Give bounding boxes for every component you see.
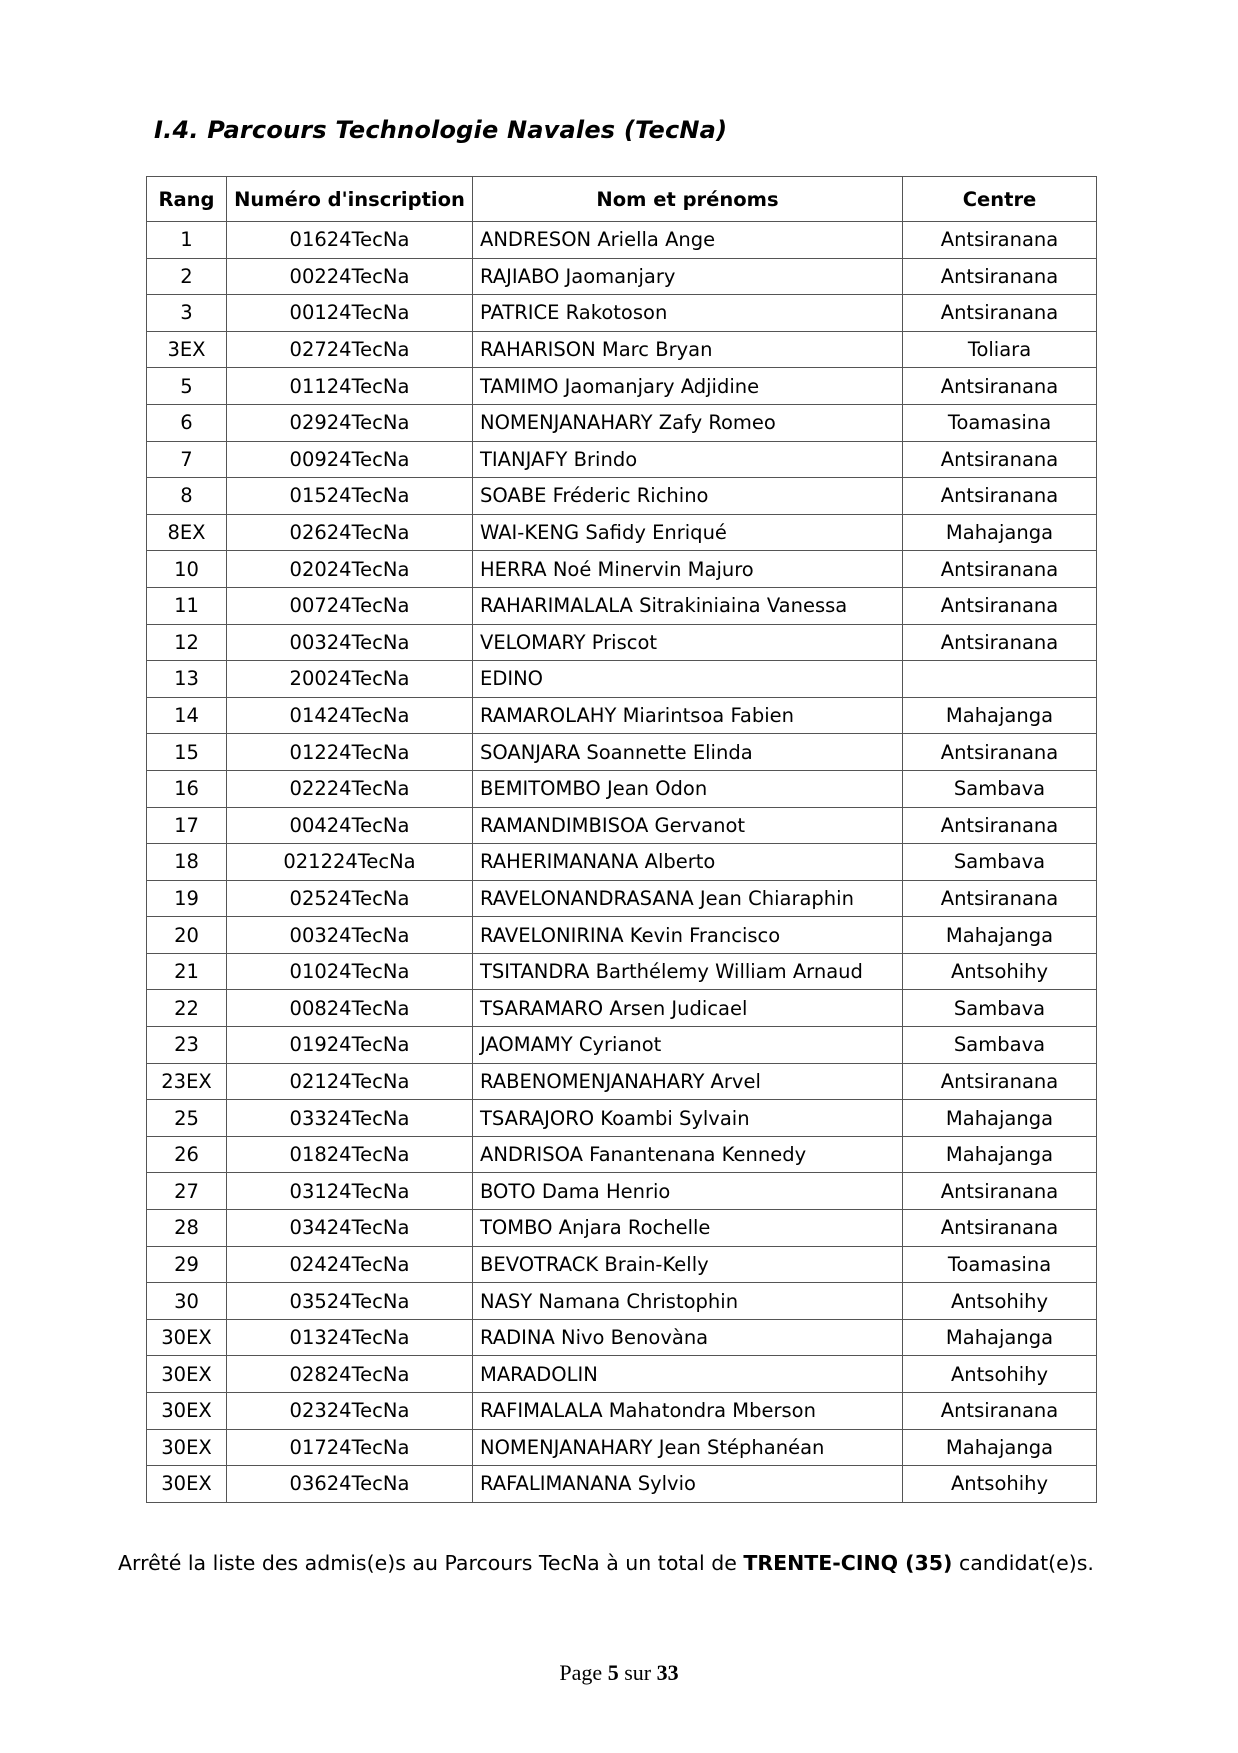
cell-centre: Antsiranana [903,807,1097,844]
cell-numero-inscription: 02824TecNa [227,1356,473,1393]
cell-nom-prenoms: NOMENJANAHARY Jean Stéphanéan [473,1429,903,1466]
table-row [147,1393,1097,1430]
cell-centre: Antsiranana [903,441,1097,478]
table-row [147,1100,1097,1137]
cell-rang: 23EX [147,1063,227,1100]
table-row [147,917,1097,954]
cell-centre: Toamasina [903,1246,1097,1283]
cell-centre: Antsiranana [903,880,1097,917]
cell-numero-inscription: 02324TecNa [227,1393,473,1430]
cell-nom-prenoms: JAOMAMY Cyrianot [473,1027,903,1064]
table-row [147,514,1097,551]
cell-numero-inscription: 02224TecNa [227,770,473,807]
cell-numero-inscription: 00924TecNa [227,441,473,478]
cell-centre: Antsiranana [903,624,1097,661]
cell-nom-prenoms: RAHARISON Marc Bryan [473,331,903,368]
cell-rang: 11 [147,587,227,624]
table-row [147,953,1097,990]
cell-centre: Mahajanga [903,1136,1097,1173]
cell-centre: Antsiranana [903,258,1097,295]
cell-rang: 15 [147,734,227,771]
cell-rang: 12 [147,624,227,661]
table-row [147,990,1097,1027]
page-label: Page [559,1660,608,1685]
cell-centre: Sambava [903,1027,1097,1064]
cell-centre: Antsiranana [903,222,1097,259]
cell-nom-prenoms: ANDRESON Ariella Ange [473,222,903,259]
cell-numero-inscription: 02424TecNa [227,1246,473,1283]
cell-nom-prenoms: SOANJARA Soannette Elinda [473,734,903,771]
cell-nom-prenoms: TSARAJORO Koambi Sylvain [473,1100,903,1137]
table-row [147,331,1097,368]
cell-centre: Antsiranana [903,1173,1097,1210]
cell-rang: 30 [147,1283,227,1320]
cell-nom-prenoms: BOTO Dama Henrio [473,1173,903,1210]
summary-prefix: Arrêté la liste des admis(e)s au Parcours TecNa à un total de [118,1551,744,1575]
cell-numero-inscription: 01324TecNa [227,1319,473,1356]
cell-rang: 13 [147,661,227,698]
table-row [147,368,1097,405]
table-row [147,1246,1097,1283]
table-row [147,551,1097,588]
header-centre: Centre [903,177,1097,222]
cell-numero-inscription: 03624TecNa [227,1466,473,1503]
cell-rang: 3EX [147,331,227,368]
cell-nom-prenoms: NASY Namana Christophin [473,1283,903,1320]
cell-nom-prenoms: MARADOLIN [473,1356,903,1393]
cell-numero-inscription: 021224TecNa [227,844,473,881]
cell-nom-prenoms: BEVOTRACK Brain-Kelly [473,1246,903,1283]
cell-centre: Antsiranana [903,295,1097,332]
cell-numero-inscription: 01924TecNa [227,1027,473,1064]
cell-nom-prenoms: WAI-KENG Safidy Enriqué [473,514,903,551]
table-row [147,295,1097,332]
table-row [147,222,1097,259]
cell-centre: Toliara [903,331,1097,368]
summary-suffix: candidat(e)s. [952,1551,1094,1575]
table-row [147,478,1097,515]
table-row [147,441,1097,478]
cell-centre: Antsiranana [903,551,1097,588]
cell-numero-inscription: 02724TecNa [227,331,473,368]
cell-numero-inscription: 01424TecNa [227,697,473,734]
section-title: I.4. Parcours Technologie Navales (TecNa) [154,116,728,144]
cell-numero-inscription: 00724TecNa [227,587,473,624]
cell-numero-inscription: 03324TecNa [227,1100,473,1137]
cell-nom-prenoms: SOABE Fréderic Richino [473,478,903,515]
header-rang: Rang [147,177,227,222]
cell-rang: 25 [147,1100,227,1137]
cell-nom-prenoms: EDINO [473,661,903,698]
cell-rang: 19 [147,880,227,917]
cell-rang: 8 [147,478,227,515]
page-total: 33 [656,1660,679,1685]
cell-centre: Mahajanga [903,697,1097,734]
cell-numero-inscription: 01624TecNa [227,222,473,259]
cell-nom-prenoms: RAVELONANDRASANA Jean Chiaraphin [473,880,903,917]
cell-centre [903,661,1097,698]
cell-rang: 28 [147,1210,227,1247]
cell-numero-inscription: 00424TecNa [227,807,473,844]
cell-rang: 17 [147,807,227,844]
cell-centre: Mahajanga [903,1100,1097,1137]
cell-nom-prenoms: TSITANDRA Barthélemy William Arnaud [473,953,903,990]
table-row [147,734,1097,771]
cell-numero-inscription: 02524TecNa [227,880,473,917]
cell-nom-prenoms: RAFALIMANANA Sylvio [473,1466,903,1503]
cell-numero-inscription: 00824TecNa [227,990,473,1027]
table-row [147,1283,1097,1320]
cell-numero-inscription: 00324TecNa [227,917,473,954]
table-row [147,1466,1097,1503]
cell-centre: Antsiranana [903,1063,1097,1100]
cell-numero-inscription: 20024TecNa [227,661,473,698]
header-numero-inscription: Numéro d'inscription [227,177,473,222]
cell-rang: 27 [147,1173,227,1210]
cell-centre: Antsiranana [903,368,1097,405]
cell-numero-inscription: 01024TecNa [227,953,473,990]
cell-centre: Antsohihy [903,953,1097,990]
cell-centre: Sambava [903,770,1097,807]
cell-rang: 5 [147,368,227,405]
table-row [147,1429,1097,1466]
table-row [147,258,1097,295]
cell-numero-inscription: 00124TecNa [227,295,473,332]
cell-rang: 3 [147,295,227,332]
cell-centre: Mahajanga [903,1319,1097,1356]
cell-centre: Antsohihy [903,1356,1097,1393]
cell-centre: Antsiranana [903,734,1097,771]
cell-rang: 6 [147,404,227,441]
table-row [147,587,1097,624]
cell-numero-inscription: 02624TecNa [227,514,473,551]
cell-centre: Antsiranana [903,1393,1097,1430]
cell-rang: 7 [147,441,227,478]
page-separator: sur [618,1660,657,1685]
cell-nom-prenoms: ANDRISOA Fanantenana Kennedy [473,1136,903,1173]
cell-numero-inscription: 01124TecNa [227,368,473,405]
summary-total: TRENTE-CINQ (35) [743,1551,953,1575]
cell-nom-prenoms: RABENOMENJANAHARY Arvel [473,1063,903,1100]
cell-nom-prenoms: TSARAMARO Arsen Judicael [473,990,903,1027]
table-row [147,1210,1097,1247]
table-row [147,770,1097,807]
summary-statement [118,1551,1094,1575]
cell-numero-inscription: 03124TecNa [227,1173,473,1210]
cell-nom-prenoms: RAHARIMALALA Sitrakiniaina Vanessa [473,587,903,624]
cell-rang: 30EX [147,1319,227,1356]
admissions-table [146,176,1097,1503]
cell-rang: 10 [147,551,227,588]
cell-numero-inscription: 01824TecNa [227,1136,473,1173]
cell-numero-inscription: 03524TecNa [227,1283,473,1320]
cell-nom-prenoms: TIANJAFY Brindo [473,441,903,478]
cell-nom-prenoms: BEMITOMBO Jean Odon [473,770,903,807]
cell-numero-inscription: 01724TecNa [227,1429,473,1466]
table-row [147,1319,1097,1356]
table-row [147,624,1097,661]
cell-centre: Antsohihy [903,1283,1097,1320]
cell-centre: Antsiranana [903,587,1097,624]
cell-rang: 30EX [147,1429,227,1466]
cell-rang: 20 [147,917,227,954]
cell-numero-inscription: 00224TecNa [227,258,473,295]
cell-nom-prenoms: HERRA Noé Minervin Majuro [473,551,903,588]
table-row [147,844,1097,881]
cell-numero-inscription: 03424TecNa [227,1210,473,1247]
table-row [147,1173,1097,1210]
cell-rang: 30EX [147,1356,227,1393]
cell-numero-inscription: 00324TecNa [227,624,473,661]
cell-rang: 16 [147,770,227,807]
table-row [147,807,1097,844]
table-row [147,880,1097,917]
page-footer [0,1660,1238,1686]
cell-numero-inscription: 02124TecNa [227,1063,473,1100]
cell-numero-inscription: 02024TecNa [227,551,473,588]
cell-centre: Antsiranana [903,1210,1097,1247]
cell-nom-prenoms: RADINA Nivo Benovàna [473,1319,903,1356]
cell-centre: Toamasina [903,404,1097,441]
cell-rang: 26 [147,1136,227,1173]
table-header [147,177,1097,222]
cell-centre: Sambava [903,844,1097,881]
table-row [147,1027,1097,1064]
cell-rang: 21 [147,953,227,990]
cell-centre: Antsiranana [903,478,1097,515]
cell-centre: Mahajanga [903,917,1097,954]
cell-rang: 22 [147,990,227,1027]
cell-rang: 30EX [147,1466,227,1503]
cell-nom-prenoms: RAVELONIRINA Kevin Francisco [473,917,903,954]
table-row [147,404,1097,441]
cell-nom-prenoms: RAMAROLAHY Miarintsoa Fabien [473,697,903,734]
table-row [147,1063,1097,1100]
cell-rang: 30EX [147,1393,227,1430]
cell-nom-prenoms: NOMENJANAHARY Zafy Romeo [473,404,903,441]
cell-nom-prenoms: VELOMARY Priscot [473,624,903,661]
cell-rang: 14 [147,697,227,734]
table-row [147,661,1097,698]
table-row [147,1136,1097,1173]
cell-nom-prenoms: TOMBO Anjara Rochelle [473,1210,903,1247]
table-row [147,1356,1097,1393]
table-body [147,222,1097,1503]
cell-rang: 1 [147,222,227,259]
cell-nom-prenoms: RAMANDIMBISOA Gervanot [473,807,903,844]
cell-nom-prenoms: RAHERIMANANA Alberto [473,844,903,881]
header-row [147,177,1097,222]
table-row [147,697,1097,734]
cell-rang: 29 [147,1246,227,1283]
cell-centre: Antsohihy [903,1466,1097,1503]
cell-rang: 8EX [147,514,227,551]
cell-centre: Mahajanga [903,514,1097,551]
page-number: 5 [607,1660,619,1685]
cell-numero-inscription: 01224TecNa [227,734,473,771]
cell-rang: 18 [147,844,227,881]
cell-centre: Sambava [903,990,1097,1027]
cell-nom-prenoms: RAFIMALALA Mahatondra Mberson [473,1393,903,1430]
cell-rang: 2 [147,258,227,295]
cell-numero-inscription: 01524TecNa [227,478,473,515]
cell-centre: Mahajanga [903,1429,1097,1466]
cell-nom-prenoms: RAJIABO Jaomanjary [473,258,903,295]
cell-nom-prenoms: PATRICE Rakotoson [473,295,903,332]
cell-nom-prenoms: TAMIMO Jaomanjary Adjidine [473,368,903,405]
cell-numero-inscription: 02924TecNa [227,404,473,441]
cell-rang: 23 [147,1027,227,1064]
header-nom-prenoms: Nom et prénoms [473,177,903,222]
